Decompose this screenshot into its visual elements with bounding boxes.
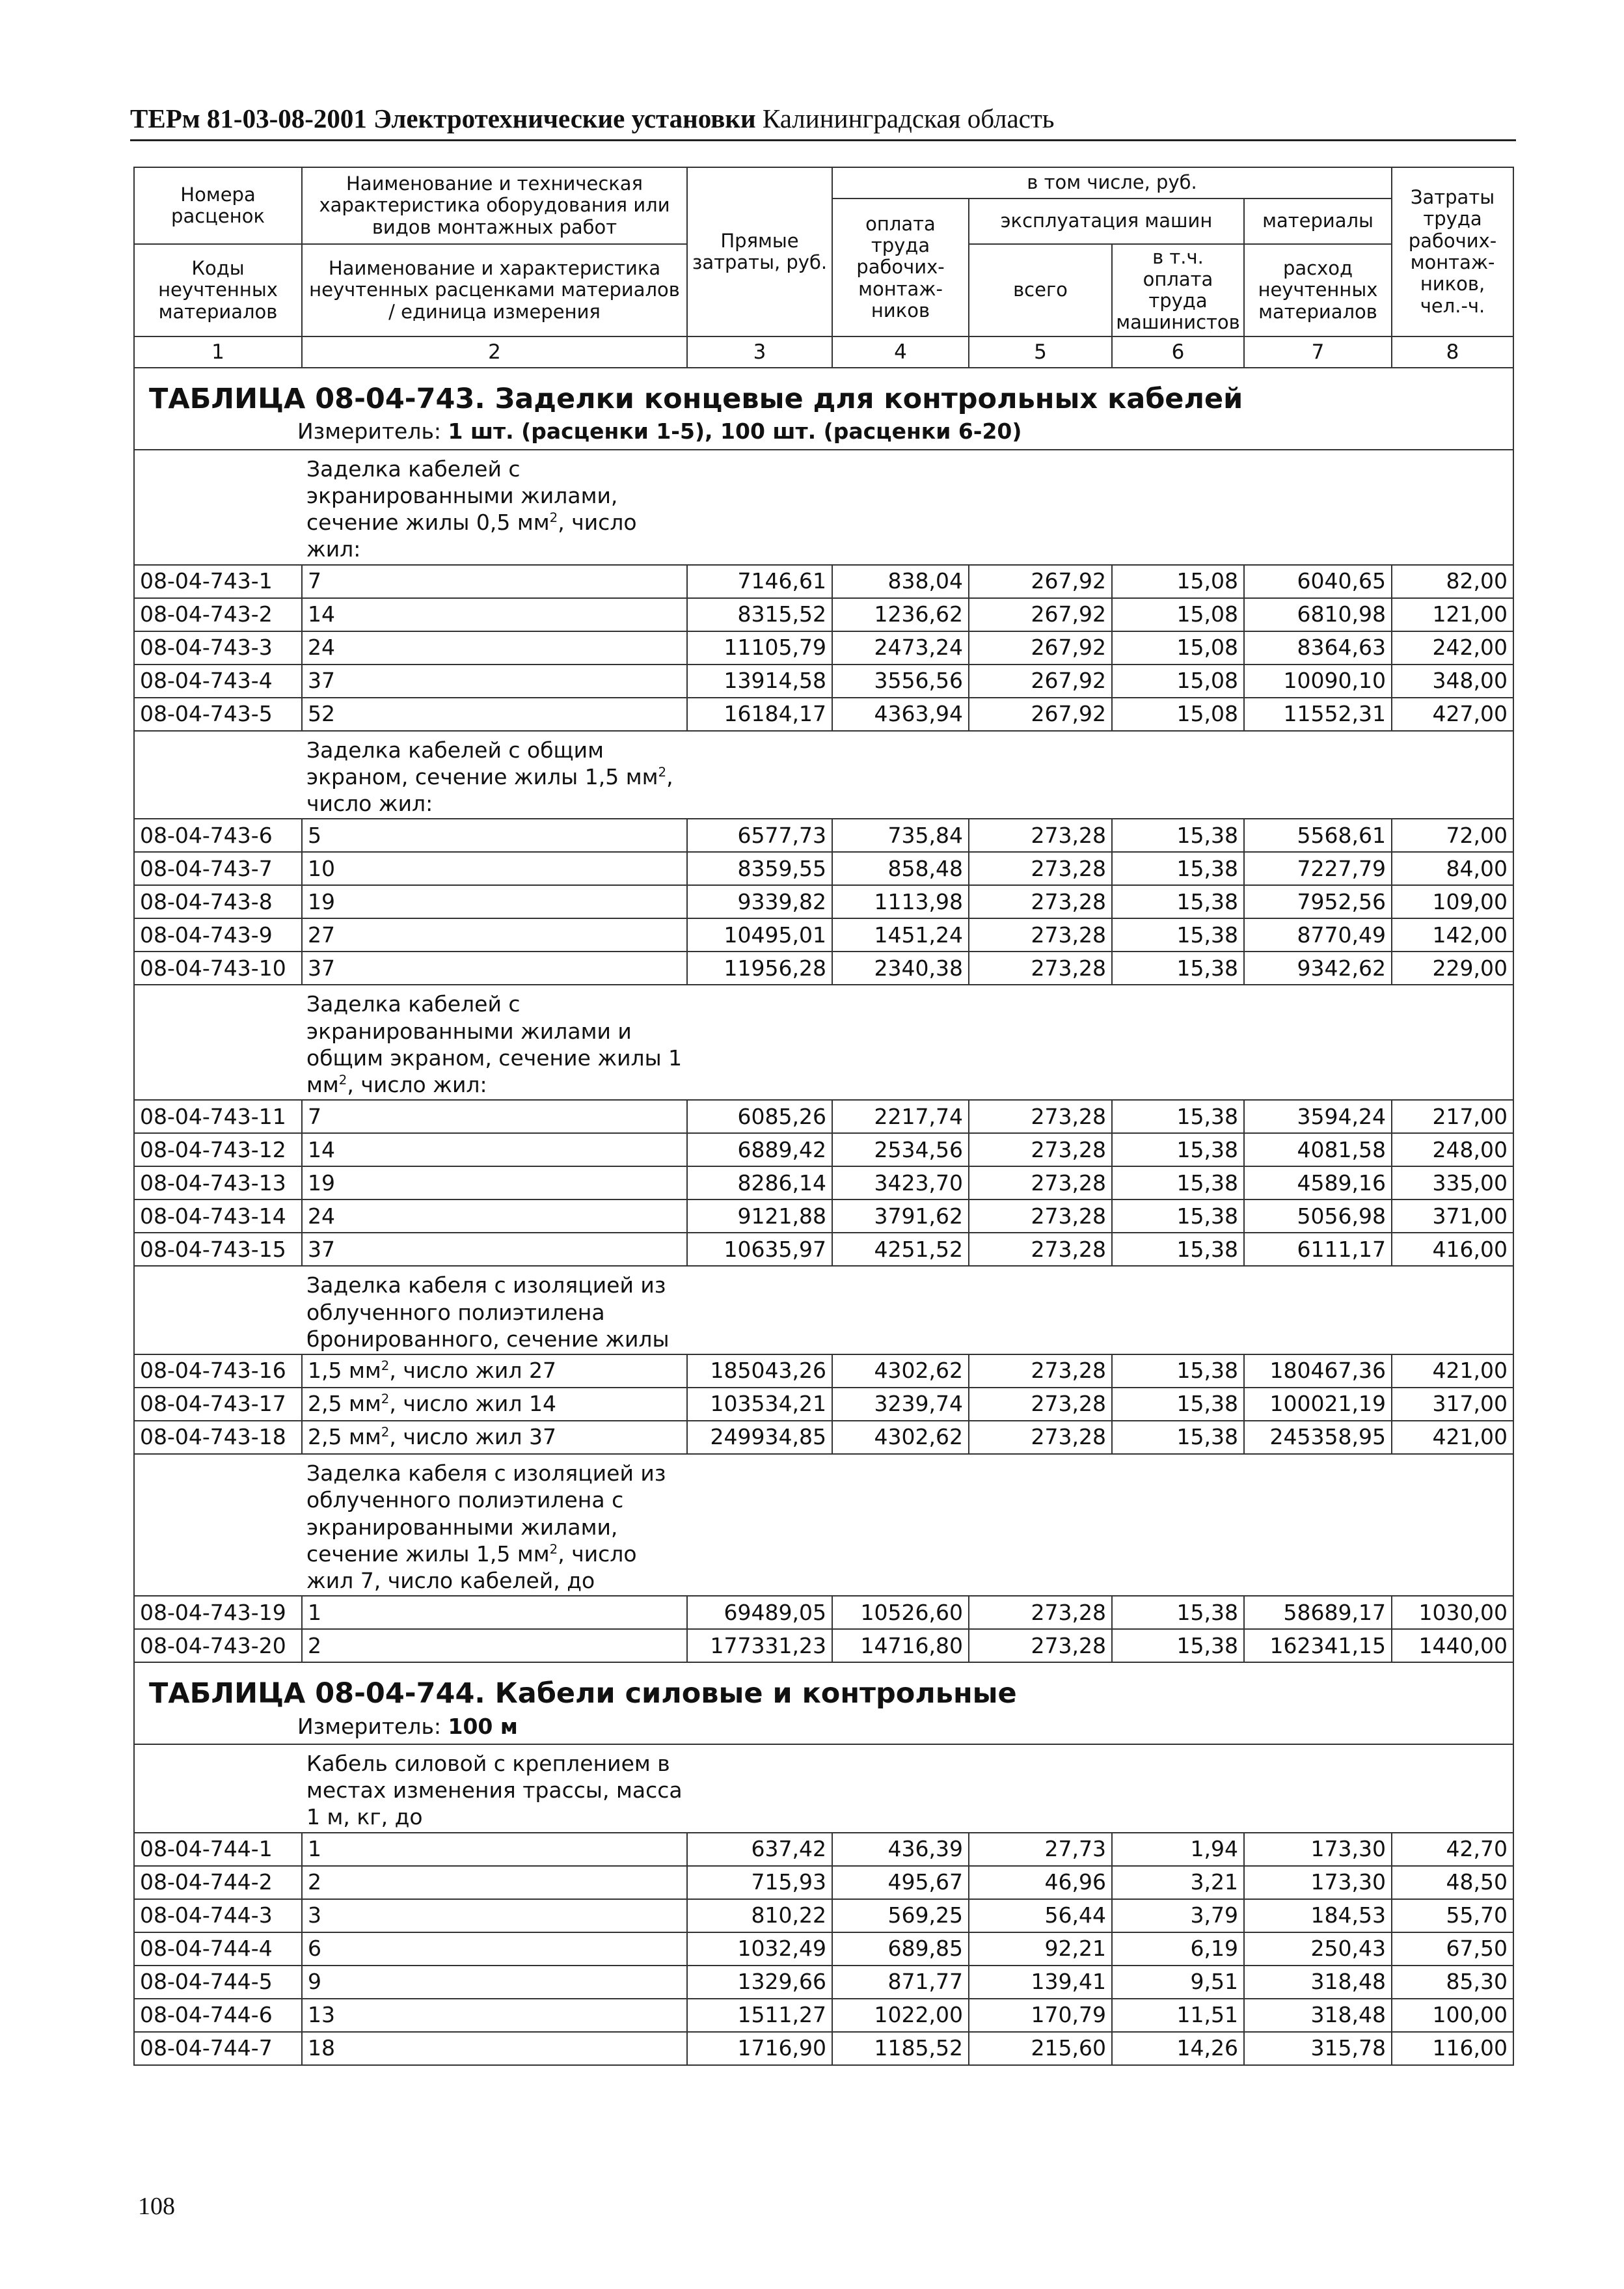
rate-parameter: 13 [302, 1999, 687, 2032]
rate-code: 08-04-744-5 [134, 1966, 302, 1999]
table-row [134, 918, 1513, 952]
rate-value: 416,00 [1392, 1233, 1513, 1266]
rate-value: 100021,19 [1244, 1388, 1392, 1421]
table-row [134, 1199, 1513, 1233]
rate-value: 11,51 [1112, 1999, 1244, 2032]
rate-value: 11956,28 [687, 952, 832, 985]
table-row [134, 1866, 1513, 1899]
rate-value: 273,28 [969, 952, 1112, 985]
rate-value: 10090,10 [1244, 665, 1392, 698]
group-description-text: Заделка кабелей с общим экраном, сечение жилы 1,5 $мм^2$, число жил: [306, 737, 673, 817]
rate-code: 08-04-743-20 [134, 1629, 302, 1662]
rate-value: 495,67 [832, 1866, 969, 1899]
rate-value: 4251,52 [832, 1233, 969, 1266]
column-number: 7 [1244, 336, 1392, 368]
rate-code: 08-04-743-4 [134, 665, 302, 698]
table-title: ТАБЛИЦА 08-04-744. Кабели силовые и контрольные [134, 1662, 1513, 1712]
rate-code: 08-04-743-2 [134, 598, 302, 631]
rate-parameter: 3 [302, 1899, 687, 1932]
rate-value: 273,28 [969, 1596, 1112, 1629]
rate-value: 139,41 [969, 1966, 1112, 1999]
page-header [130, 103, 1516, 141]
rate-value: 82,00 [1392, 565, 1513, 598]
rate-code: 08-04-744-6 [134, 1999, 302, 2032]
rate-value: 8770,49 [1244, 918, 1392, 952]
rate-value: 14,26 [1112, 2032, 1244, 2065]
rate-parameter: 9 [302, 1966, 687, 1999]
rate-value: 15,38 [1112, 819, 1244, 852]
rate-value: 15,38 [1112, 1133, 1244, 1166]
col-header-rate-number: Номера расценок [134, 167, 302, 244]
rate-value: 858,48 [832, 852, 969, 885]
rate-value: 184,53 [1244, 1899, 1392, 1932]
rate-value: 436,39 [832, 1833, 969, 1866]
rate-value: 15,08 [1112, 665, 1244, 698]
rate-value: 371,00 [1392, 1199, 1513, 1233]
rate-code: 08-04-744-3 [134, 1899, 302, 1932]
group-description [134, 985, 1513, 1100]
rate-value: 173,30 [1244, 1866, 1392, 1899]
rate-parameter: 1 [302, 1596, 687, 1629]
rate-value: 689,85 [832, 1932, 969, 1966]
table-row [134, 1421, 1513, 1454]
measure-value: 1 шт. (расценки 1-5), 100 шт. (расценки 6-20) [448, 418, 1022, 445]
col-header-labor-hours: Затраты труда рабочих-монтаж-ников, чел.-ч. [1392, 167, 1513, 336]
rate-value: 1113,98 [832, 885, 969, 918]
measure-label: Измеритель: [297, 1713, 448, 1739]
table-row [134, 819, 1513, 852]
rate-value: 273,28 [969, 852, 1112, 885]
rate-value: 1030,00 [1392, 1596, 1513, 1629]
rate-value: 245358,95 [1244, 1421, 1392, 1454]
rate-parameter: 2 [302, 1629, 687, 1662]
rate-value: 569,25 [832, 1899, 969, 1932]
rate-parameter: 5 [302, 819, 687, 852]
rate-value: 735,84 [832, 819, 969, 852]
group-description-text: Кабель силовой с креплением в местах изменения трассы, масса 1 м, кг, до [306, 1750, 683, 1830]
rate-value: 6085,26 [687, 1100, 832, 1133]
rate-value: 15,38 [1112, 1100, 1244, 1133]
rate-value: 15,08 [1112, 698, 1244, 731]
rate-value: 15,38 [1112, 1354, 1244, 1388]
rate-value: 5568,61 [1244, 819, 1392, 852]
table-row [134, 1388, 1513, 1421]
rate-value: 9339,82 [687, 885, 832, 918]
rate-parameter: 52 [302, 698, 687, 731]
rate-value: 1440,00 [1392, 1629, 1513, 1662]
rate-code: 08-04-743-17 [134, 1388, 302, 1421]
rate-value: 6,19 [1112, 1932, 1244, 1966]
rate-parameter: 19 [302, 885, 687, 918]
rate-value: 217,00 [1392, 1100, 1513, 1133]
table-row [134, 1596, 1513, 1629]
rate-value: 6111,17 [1244, 1233, 1392, 1266]
rate-value: 267,92 [969, 598, 1112, 631]
rate-value: 267,92 [969, 631, 1112, 665]
rate-code: 08-04-743-8 [134, 885, 302, 918]
rate-value: 6040,65 [1244, 565, 1392, 598]
group-description [134, 731, 1513, 819]
measure-value: 100 м [448, 1713, 518, 1739]
rate-code: 08-04-744-1 [134, 1833, 302, 1866]
table-row [134, 1133, 1513, 1166]
col-header-direct-costs: Прямые затраты, руб. [687, 167, 832, 336]
rate-value: 715,93 [687, 1866, 832, 1899]
table-row [134, 2032, 1513, 2065]
rate-value: 3556,56 [832, 665, 969, 698]
rate-value: 103534,21 [687, 1388, 832, 1421]
rate-value: 1185,52 [832, 2032, 969, 2065]
rate-value: 1,94 [1112, 1833, 1244, 1866]
rate-value: 4363,94 [832, 698, 969, 731]
header-code: ТЕРм 81-03-08-2001 [130, 103, 367, 133]
group-description-text: Заделка кабеля с изоляцией из облученного полиэтилена бронированного, сечение жилы [306, 1272, 670, 1352]
rate-value: 72,00 [1392, 819, 1513, 852]
rate-value: 242,00 [1392, 631, 1513, 665]
rate-value: 273,28 [969, 1166, 1112, 1199]
rate-value: 1022,00 [832, 1999, 969, 2032]
column-number: 3 [687, 336, 832, 368]
rate-value: 871,77 [832, 1966, 969, 1999]
rate-value: 3594,24 [1244, 1100, 1392, 1133]
table-row [134, 1899, 1513, 1932]
measure-label: Измеритель: [297, 418, 448, 445]
rate-value: 810,22 [687, 1899, 832, 1932]
table-measure [134, 1712, 1513, 1744]
rate-value: 14716,80 [832, 1629, 969, 1662]
rate-value: 348,00 [1392, 665, 1513, 698]
group-description-text: Заделка кабелей с экранированными жилами и общим экраном, сечение жилы 1 $мм^2$, число жил: [306, 991, 683, 1098]
table-title: ТАБЛИЦА 08-04-743. Заделки концевые для контрольных кабелей [134, 368, 1513, 417]
rate-value: 58689,17 [1244, 1596, 1392, 1629]
rate-value: 177331,23 [687, 1629, 832, 1662]
rate-value: 67,50 [1392, 1932, 1513, 1966]
rate-code: 08-04-743-5 [134, 698, 302, 731]
rate-value: 273,28 [969, 1199, 1112, 1233]
rate-value: 5056,98 [1244, 1199, 1392, 1233]
rate-value: 15,38 [1112, 952, 1244, 985]
rate-parameter: 37 [302, 952, 687, 985]
rate-value: 7952,56 [1244, 885, 1392, 918]
rate-value: 85,30 [1392, 1966, 1513, 1999]
rate-value: 142,00 [1392, 918, 1513, 952]
table-row [134, 852, 1513, 885]
table-row [134, 885, 1513, 918]
col-header-machine-total: всего [969, 244, 1112, 336]
rate-value: 15,38 [1112, 1388, 1244, 1421]
rate-value: 3,79 [1112, 1899, 1244, 1932]
rate-value: 2534,56 [832, 1133, 969, 1166]
rate-value: 11105,79 [687, 631, 832, 665]
col-header-machinist-wages: в т.ч. оплата труда машинистов [1112, 244, 1244, 336]
table-row [134, 1833, 1513, 1866]
rate-value: 250,43 [1244, 1932, 1392, 1966]
rate-value: 1716,90 [687, 2032, 832, 2065]
rate-value: 267,92 [969, 698, 1112, 731]
rate-value: 273,28 [969, 1388, 1112, 1421]
rate-code: 08-04-743-11 [134, 1100, 302, 1133]
rate-value: 6810,98 [1244, 598, 1392, 631]
rate-value: 46,96 [969, 1866, 1112, 1899]
rate-code: 08-04-744-7 [134, 2032, 302, 2065]
rate-parameter: 7 [302, 565, 687, 598]
rate-value: 162341,15 [1244, 1629, 1392, 1662]
rate-code: 08-04-743-1 [134, 565, 302, 598]
group-description [134, 1454, 1513, 1596]
table-row [134, 952, 1513, 985]
rate-parameter: 24 [302, 631, 687, 665]
table-row [134, 565, 1513, 598]
rate-parameter: 2,5 $мм^2$, число жил 14 [302, 1388, 687, 1421]
rate-code: 08-04-743-10 [134, 952, 302, 985]
rate-value: 10635,97 [687, 1233, 832, 1266]
column-number: 6 [1112, 336, 1244, 368]
column-number: 2 [302, 336, 687, 368]
rate-value: 109,00 [1392, 885, 1513, 918]
rate-value: 15,38 [1112, 1629, 1244, 1662]
rate-parameter: 6 [302, 1932, 687, 1966]
rate-value: 6889,42 [687, 1133, 832, 1166]
rate-value: 10495,01 [687, 918, 832, 952]
rate-value: 185043,26 [687, 1354, 832, 1388]
rate-value: 273,28 [969, 1629, 1112, 1662]
rate-code: 08-04-743-14 [134, 1199, 302, 1233]
rate-value: 1329,66 [687, 1966, 832, 1999]
rate-code: 08-04-743-6 [134, 819, 302, 852]
rate-parameter: 10 [302, 852, 687, 885]
rate-value: 3791,62 [832, 1199, 969, 1233]
rate-value: 4589,16 [1244, 1166, 1392, 1199]
table-row [134, 1233, 1513, 1266]
rate-value: 15,38 [1112, 918, 1244, 952]
rate-value: 15,38 [1112, 1166, 1244, 1199]
col-header-materials: материалы [1244, 199, 1392, 244]
rate-value: 48,50 [1392, 1866, 1513, 1899]
rate-value: 273,28 [969, 885, 1112, 918]
rate-value: 4302,62 [832, 1354, 969, 1388]
table-measure [134, 417, 1513, 449]
table-row [134, 1629, 1513, 1662]
header-title: Электротехнические установки [373, 103, 756, 133]
rate-value: 84,00 [1392, 852, 1513, 885]
rate-value: 229,00 [1392, 952, 1513, 985]
rate-value: 15,08 [1112, 598, 1244, 631]
table-row [134, 1166, 1513, 1199]
rate-value: 421,00 [1392, 1354, 1513, 1388]
rate-code: 08-04-743-3 [134, 631, 302, 665]
rate-parameter: 37 [302, 1233, 687, 1266]
rate-value: 180467,36 [1244, 1354, 1392, 1388]
table-row [134, 1966, 1513, 1999]
rate-code: 08-04-744-2 [134, 1866, 302, 1899]
rate-value: 273,28 [969, 1354, 1112, 1388]
rate-value: 273,28 [969, 1100, 1112, 1133]
rate-code: 08-04-743-13 [134, 1166, 302, 1199]
rate-parameter: 7 [302, 1100, 687, 1133]
rate-parameter: 37 [302, 665, 687, 698]
rate-value: 1236,62 [832, 598, 969, 631]
rate-value: 1032,49 [687, 1932, 832, 1966]
rate-value: 3239,74 [832, 1388, 969, 1421]
col-header-material-description: Наименование и характеристика неучтенных расценками материалов / единица измерения [302, 244, 687, 336]
table-row [134, 665, 1513, 698]
rate-value: 273,28 [969, 918, 1112, 952]
table-row [134, 1100, 1513, 1133]
rate-value: 3423,70 [832, 1166, 969, 1199]
page-number: 108 [138, 2193, 175, 2220]
rate-value: 2473,24 [832, 631, 969, 665]
table-row [134, 1999, 1513, 2032]
rate-code: 08-04-743-18 [134, 1421, 302, 1454]
rate-value: 69489,05 [687, 1596, 832, 1629]
rate-value: 15,08 [1112, 631, 1244, 665]
rate-value: 637,42 [687, 1833, 832, 1866]
header-region: Калининградская область [762, 103, 1055, 133]
rate-value: 1511,27 [687, 1999, 832, 2032]
rates-table [133, 167, 1514, 2066]
rate-code: 08-04-743-15 [134, 1233, 302, 1266]
rate-value: 170,79 [969, 1999, 1112, 2032]
table-row [134, 1932, 1513, 1966]
group-description [134, 1266, 1513, 1354]
rate-value: 8315,52 [687, 598, 832, 631]
rate-parameter: 24 [302, 1199, 687, 1233]
rate-value: 2217,74 [832, 1100, 969, 1133]
rate-value: 267,92 [969, 565, 1112, 598]
rate-parameter: 1 [302, 1833, 687, 1866]
col-header-in-that-number: в том числе, руб. [832, 167, 1392, 199]
rate-value: 335,00 [1392, 1166, 1513, 1199]
rate-value: 317,00 [1392, 1388, 1513, 1421]
rate-code: 08-04-743-16 [134, 1354, 302, 1388]
rate-value: 10526,60 [832, 1596, 969, 1629]
rate-value: 3,21 [1112, 1866, 1244, 1899]
rate-value: 173,30 [1244, 1833, 1392, 1866]
rate-code: 08-04-743-12 [134, 1133, 302, 1166]
rate-value: 121,00 [1392, 598, 1513, 631]
rate-value: 267,92 [969, 665, 1112, 698]
rate-value: 42,70 [1392, 1833, 1513, 1866]
column-number: 4 [832, 336, 969, 368]
rate-value: 1451,24 [832, 918, 969, 952]
group-description [134, 450, 1513, 565]
rate-code: 08-04-743-19 [134, 1596, 302, 1629]
rate-value: 15,38 [1112, 1421, 1244, 1454]
col-header-material-codes: Коды неучтенных материалов [134, 244, 302, 336]
rate-value: 4302,62 [832, 1421, 969, 1454]
rate-parameter: 18 [302, 2032, 687, 2065]
rate-value: 55,70 [1392, 1899, 1513, 1932]
rate-value: 6577,73 [687, 819, 832, 852]
rate-value: 16184,17 [687, 698, 832, 731]
rate-value: 11552,31 [1244, 698, 1392, 731]
rate-value: 318,48 [1244, 1999, 1392, 2032]
rate-code: 08-04-743-9 [134, 918, 302, 952]
rate-value: 273,28 [969, 1233, 1112, 1266]
rate-value: 7227,79 [1244, 852, 1392, 885]
rate-value: 838,04 [832, 565, 969, 598]
rate-value: 8364,63 [1244, 631, 1392, 665]
rate-value: 15,38 [1112, 1596, 1244, 1629]
rate-parameter: 2 [302, 1866, 687, 1899]
rate-value: 116,00 [1392, 2032, 1513, 2065]
rate-value: 215,60 [969, 2032, 1112, 2065]
rate-value: 100,00 [1392, 1999, 1513, 2032]
table-row [134, 1354, 1513, 1388]
rate-value: 2340,38 [832, 952, 969, 985]
rate-value: 273,28 [969, 1421, 1112, 1454]
rate-value: 273,28 [969, 819, 1112, 852]
rate-value: 8359,55 [687, 852, 832, 885]
rate-value: 27,73 [969, 1833, 1112, 1866]
rate-parameter: 14 [302, 1133, 687, 1166]
col-header-work-description: Наименование и техническая характеристика оборудования или видов монтажных работ [302, 167, 687, 244]
rate-value: 427,00 [1392, 698, 1513, 731]
rate-code: 08-04-743-7 [134, 852, 302, 885]
group-description-text: Заделка кабелей с экранированными жилами, сечение жилы 0,5 $мм^2$, число жил: [306, 456, 637, 562]
rate-value: 315,78 [1244, 2032, 1392, 2065]
rate-value: 15,38 [1112, 1199, 1244, 1233]
rate-value: 248,00 [1392, 1133, 1513, 1166]
col-header-machine-ops: эксплуатация машин [969, 199, 1244, 244]
rate-value: 92,21 [969, 1932, 1112, 1966]
column-number: 5 [969, 336, 1112, 368]
rate-value: 318,48 [1244, 1966, 1392, 1999]
rate-parameter: 14 [302, 598, 687, 631]
rate-value: 13914,58 [687, 665, 832, 698]
table-row [134, 698, 1513, 731]
rate-code: 08-04-744-4 [134, 1932, 302, 1966]
rate-value: 273,28 [969, 1133, 1112, 1166]
rate-value: 15,08 [1112, 565, 1244, 598]
rate-parameter: 2,5 $мм^2$, число жил 37 [302, 1421, 687, 1454]
rate-value: 421,00 [1392, 1421, 1513, 1454]
rate-value: 7146,61 [687, 565, 832, 598]
rate-value: 249934,85 [687, 1421, 832, 1454]
column-number: 1 [134, 336, 302, 368]
rate-value: 15,38 [1112, 885, 1244, 918]
col-header-worker-wages: оплата труда рабочих-монтаж-ников [832, 199, 969, 336]
rate-parameter: 1,5 $мм^2$, число жил 27 [302, 1354, 687, 1388]
table-row [134, 631, 1513, 665]
rate-parameter: 19 [302, 1166, 687, 1199]
group-description [134, 1744, 1513, 1833]
rate-parameter: 27 [302, 918, 687, 952]
rate-value: 15,38 [1112, 1233, 1244, 1266]
column-number: 8 [1392, 336, 1513, 368]
rate-value: 56,44 [969, 1899, 1112, 1932]
group-description-text: Заделка кабеля с изоляцией из облученного полиэтилена с экранированными жилами, сечение жилы 1,5 $мм^2$, число жил 7, число кабелей, до [306, 1460, 666, 1594]
rate-value: 9,51 [1112, 1966, 1244, 1999]
rate-value: 8286,14 [687, 1166, 832, 1199]
rate-value: 9342,62 [1244, 952, 1392, 985]
rate-value: 9121,88 [687, 1199, 832, 1233]
table-row [134, 598, 1513, 631]
col-header-material-consumption: расход неучтенных материалов [1244, 244, 1392, 336]
rate-value: 15,38 [1112, 852, 1244, 885]
rate-value: 4081,58 [1244, 1133, 1392, 1166]
